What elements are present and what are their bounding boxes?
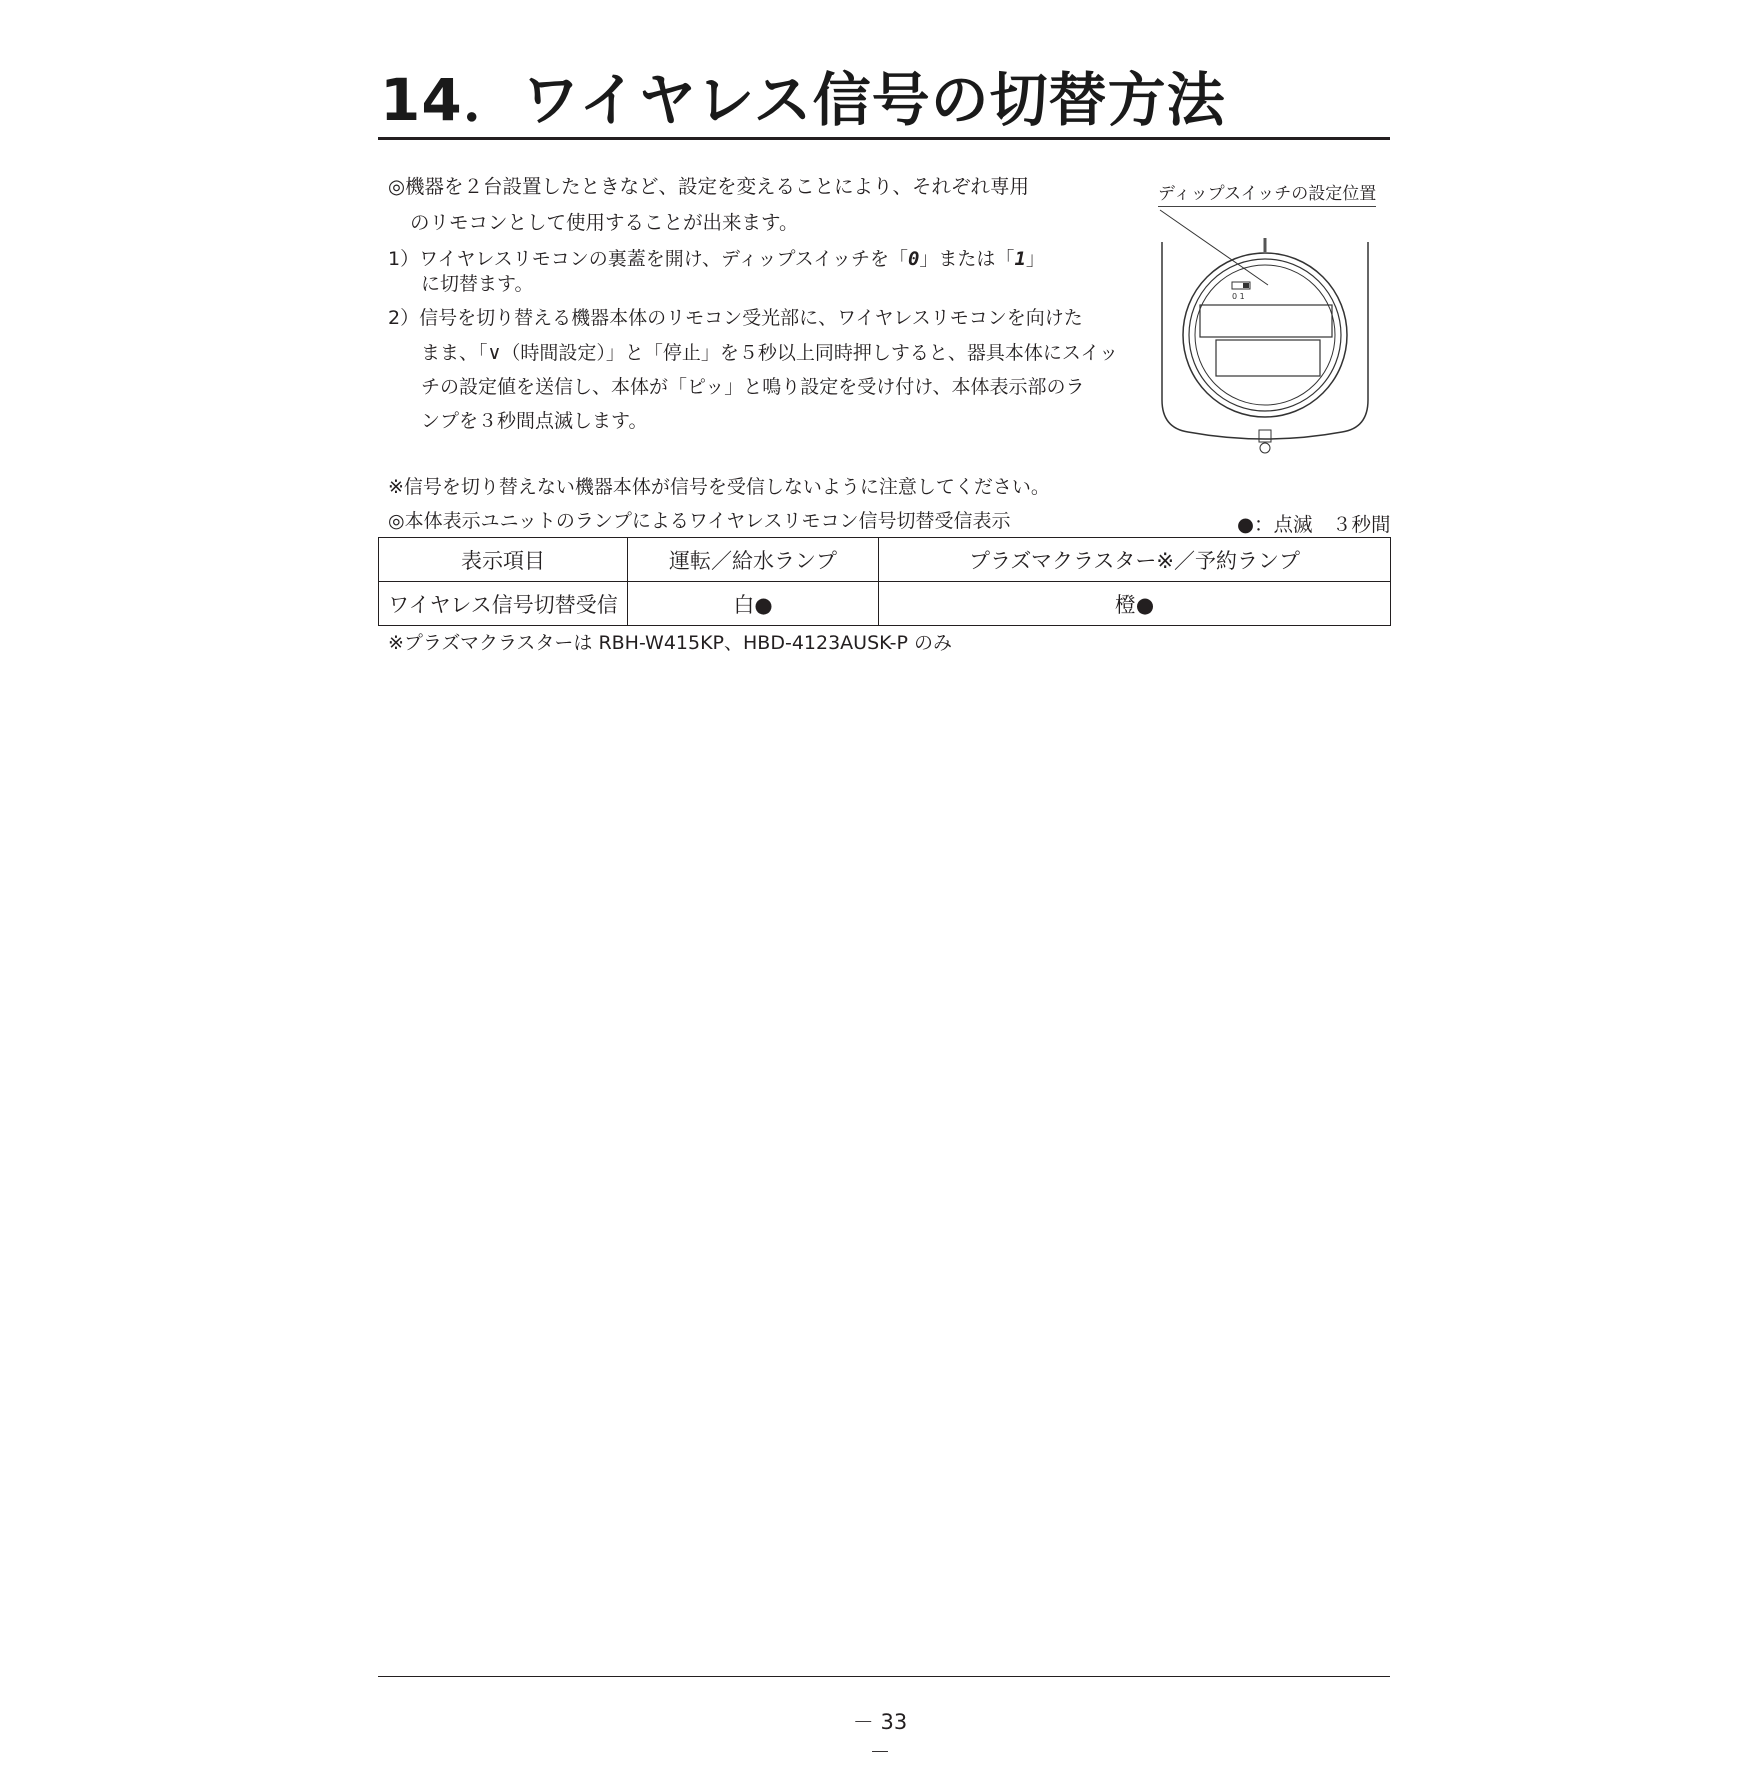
page-title: 14．ワイヤレス信号の切替方法 (380, 66, 1226, 134)
bottom-connector (1259, 430, 1271, 442)
header-run-lamp: 運転／給水ランプ (628, 538, 879, 582)
lamp-status-table (378, 537, 1391, 626)
cover-ring-inner (1195, 265, 1335, 405)
bottom-ring (1260, 443, 1270, 453)
footer-rule (378, 1676, 1390, 1677)
step-1-prefix: 1）ワイヤレスリモコンの裏蓋を開け、ディップスイッチを「 (388, 248, 908, 270)
dip-switch-label: 0 1 (1232, 292, 1245, 301)
leader-line (1160, 210, 1268, 285)
cell-plasma-lamp: 橙● (879, 582, 1391, 626)
battery-slot-lower (1216, 340, 1320, 376)
step-1-line-1 (388, 246, 1045, 272)
table-row (379, 582, 1391, 626)
step-2-line-4: ンプを３秒間点滅します。 (421, 410, 648, 432)
page-number: － 33 － (852, 1710, 908, 1764)
intro-line-2: のリモコンとして使用することが出来ます。 (410, 211, 799, 234)
caution-note: ※信号を切り替えない機器本体が信号を受信しないように注意してください。 (388, 476, 1050, 498)
dip-glyph-zero: 0 (907, 248, 920, 270)
cell-item: ワイヤレス信号切替受信 (379, 582, 628, 626)
title-rule (378, 137, 1390, 140)
step-2-line-1: 2）信号を切り替える機器本体のリモコン受光部に、ワイヤレスリモコンを向けた (388, 307, 1083, 329)
dip-switch-knob (1243, 283, 1249, 288)
blink-legend: ●：点滅 ３秒間 (1237, 513, 1391, 536)
step-1-line-2: に切替ます。 (421, 273, 534, 295)
header-display-item: 表示項目 (379, 538, 628, 582)
battery-slot-upper (1200, 305, 1332, 337)
dip-switch-figure-label: ディップスイッチの設定位置 (1158, 184, 1377, 204)
cover-ring-outer (1183, 253, 1347, 417)
intro-line-1: ◎機器を２台設置したときなど、設定を変えることにより、それぞれ専用 (388, 175, 1030, 198)
table-header-row (379, 538, 1391, 582)
step-2-line-3: チの設定値を送信し、本体が「ピッ」と鳴り設定を受け付け、本体表示部のラ (421, 376, 1085, 398)
dip-glyph-one: 1 (1014, 248, 1026, 270)
remote-control-figure (1140, 200, 1390, 460)
step-1-suffix: 」 (1025, 248, 1045, 270)
step-1-mid: 」または「 (919, 248, 1015, 270)
header-plasma-lamp: プラズマクラスター※／予約ランプ (879, 538, 1391, 582)
table-caption: ◎本体表示ユニットのランプによるワイヤレスリモコン信号切替受信表示 (388, 510, 1011, 532)
cell-run-lamp: 白● (628, 582, 879, 626)
cover-ring-mid (1189, 259, 1341, 411)
footnote: ※プラズマクラスターは RBH-W415KP、HBD-4123AUSK-P のみ (388, 632, 952, 654)
step-2-line-2: まま、「∨（時間設定）」と「停止」を５秒以上同時押しすると、器具本体にスイッ (421, 342, 1119, 364)
